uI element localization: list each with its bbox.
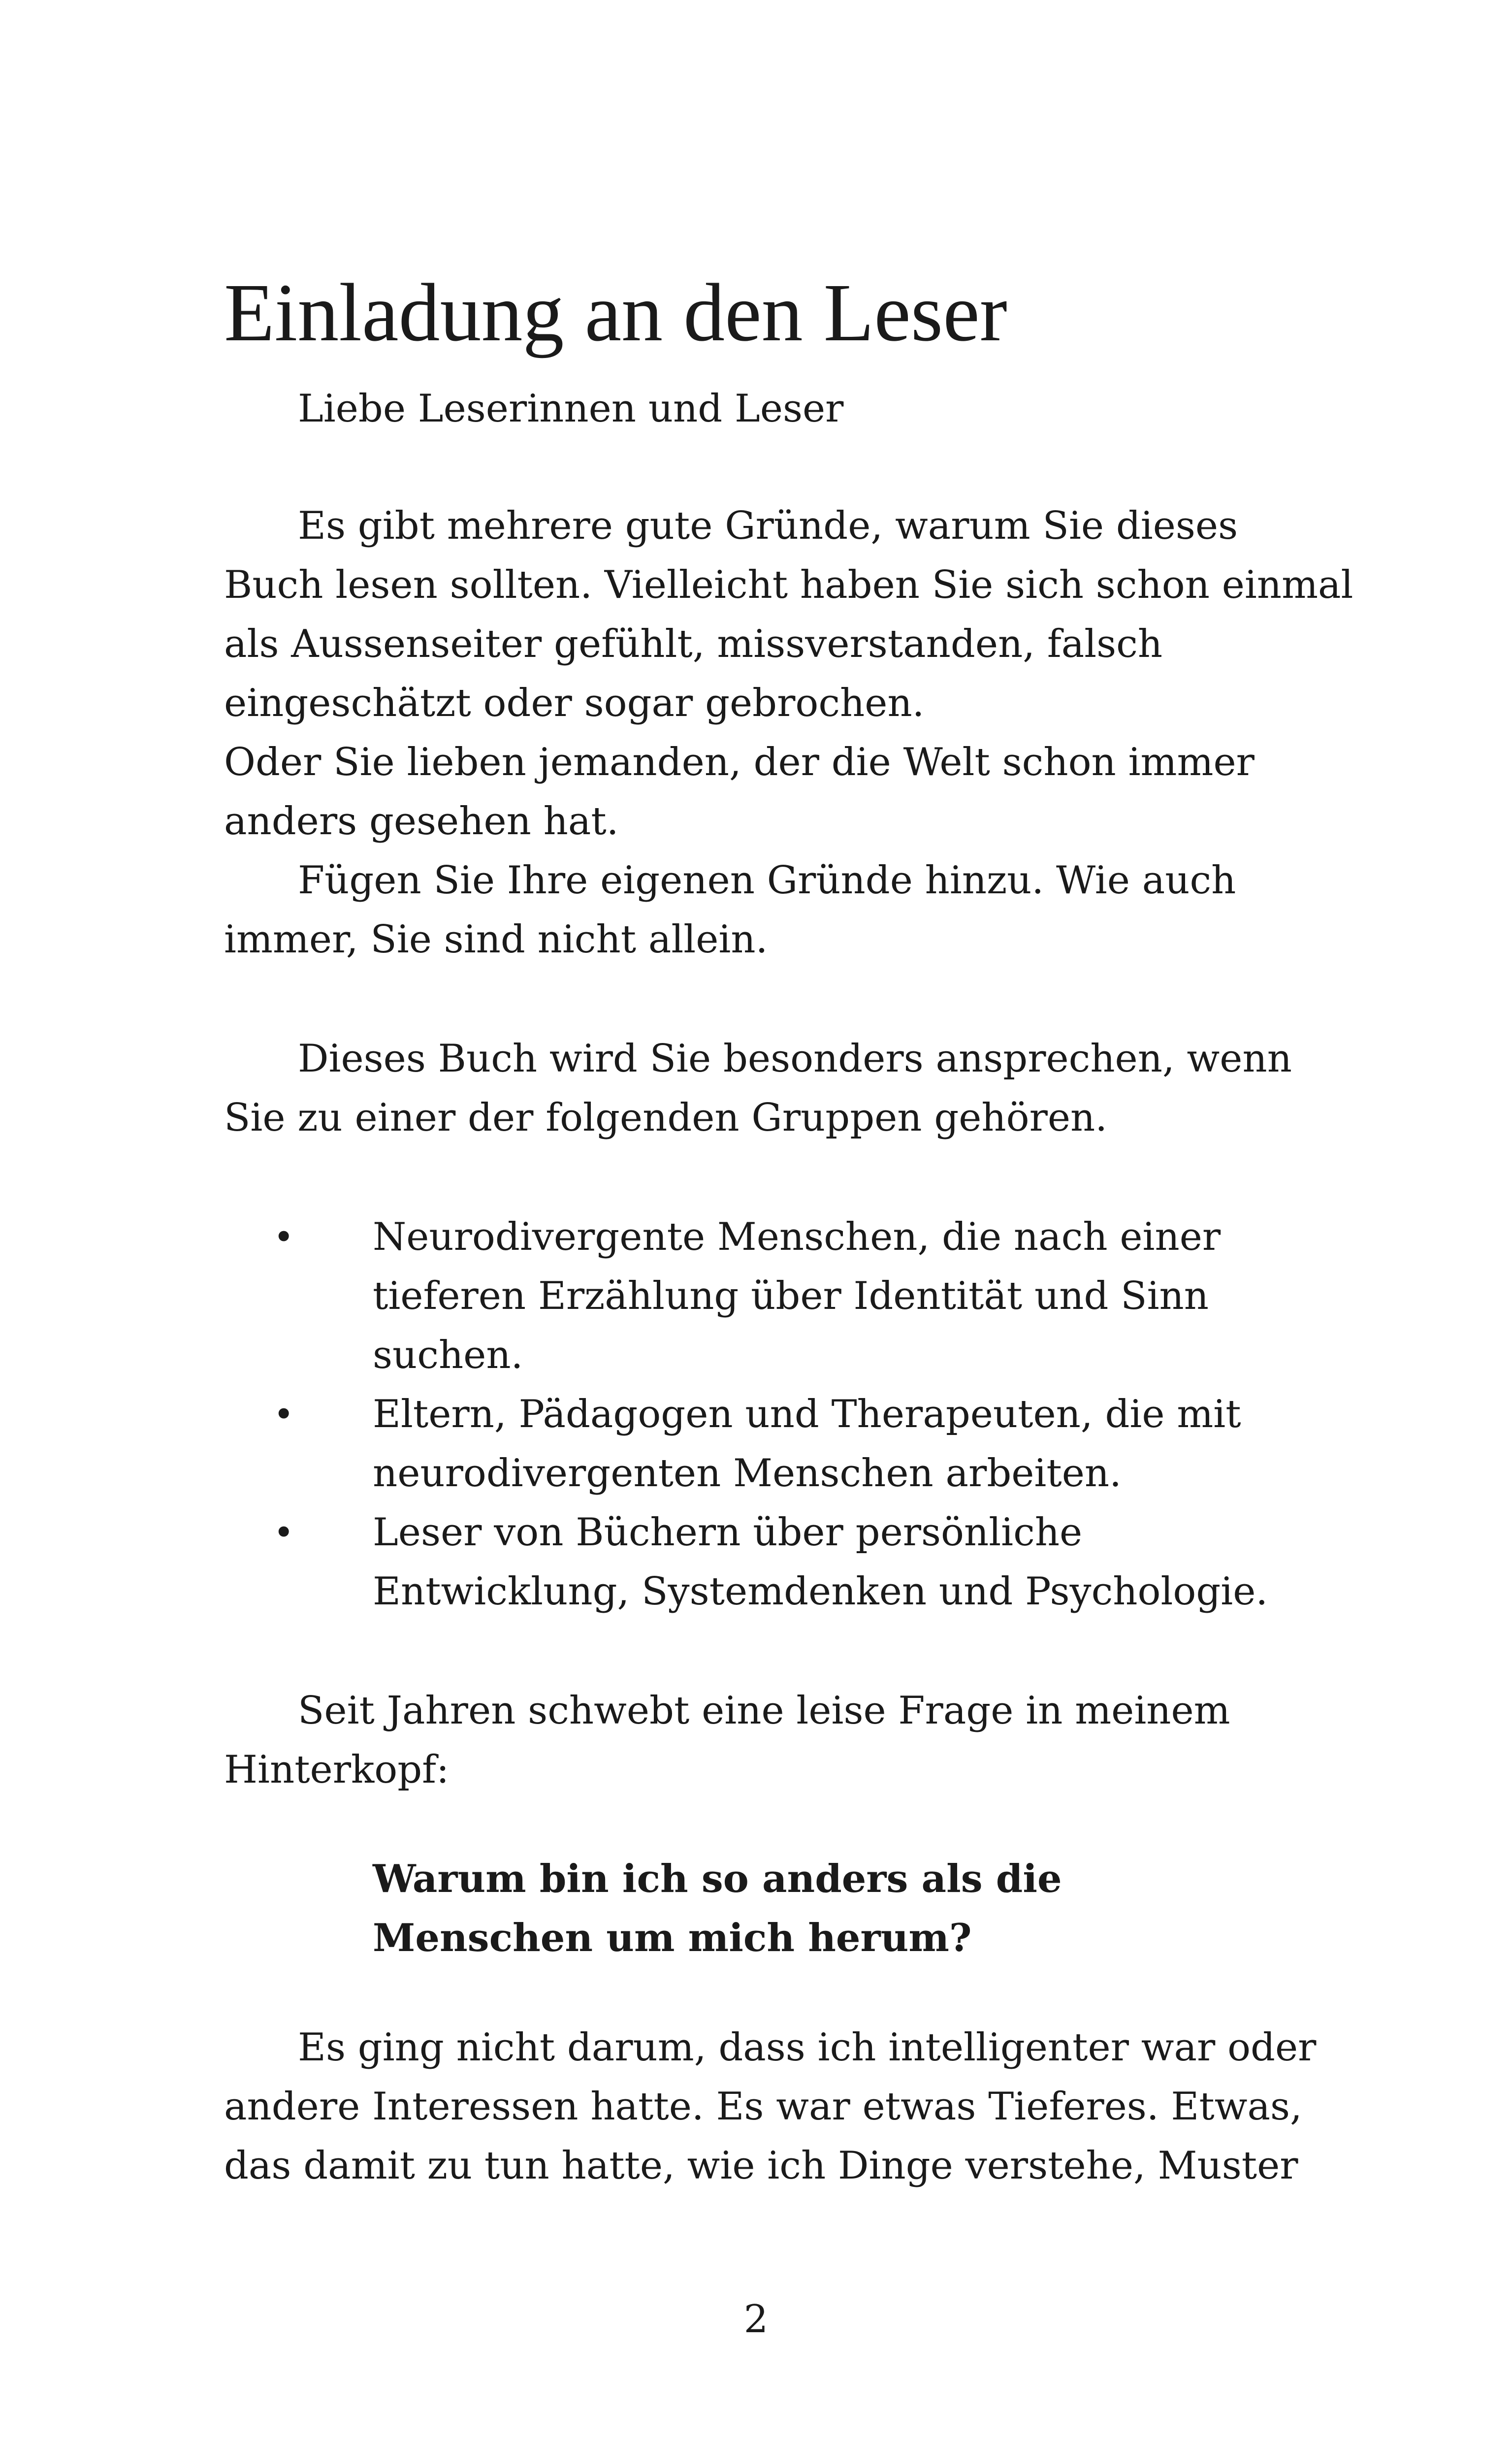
- list-item-line-1: Eltern, Pädagogen und Therapeuten, die mit: [373, 1392, 1241, 1436]
- question-line-1: Warum bin ich so anders als die: [373, 1857, 1062, 1901]
- bullet-dot-icon: •: [273, 1512, 294, 1553]
- bullet-dot-icon: •: [273, 1394, 294, 1435]
- list-item-line-1: Neurodivergente Menschen, die nach einer: [373, 1215, 1221, 1259]
- list-item-line-2: neurodivergenten Menschen arbeiten.: [373, 1451, 1122, 1496]
- paragraph-1-line-5: Oder Sie lieben jemanden, der die Welt schon immer: [224, 740, 1255, 784]
- paragraph-1-line-1: Es gibt mehrere gute Gründe, warum Sie dieses: [298, 504, 1238, 548]
- salutation: Liebe Leserinnen und Leser: [298, 387, 844, 431]
- page-number: 2: [743, 2297, 769, 2342]
- bullet-dot-icon: •: [273, 1216, 294, 1258]
- paragraph-4-line-1: Seit Jahren schwebt eine leise Frage in meinem: [298, 1689, 1230, 1733]
- paragraph-5-line-3: das damit zu tun hatte, wie ich Dinge verstehe, Muster: [224, 2144, 1298, 2188]
- paragraph-3-line-1: Dieses Buch wird Sie besonders ansprechen, wenn: [298, 1037, 1292, 1081]
- paragraph-1-line-2: Buch lesen sollten. Vielleicht haben Sie sich schon einmal: [224, 563, 1353, 607]
- paragraph-3-line-2: Sie zu einer der folgenden Gruppen gehören.: [224, 1096, 1108, 1140]
- paragraph-5-line-1: Es ging nicht darum, dass ich intelligenter war oder: [298, 2025, 1317, 2070]
- paragraph-2-line-2: immer, Sie sind nicht allein.: [224, 917, 768, 962]
- paragraph-1-line-3: als Aussenseiter gefühlt, missverstanden, falsch: [224, 622, 1163, 666]
- paragraph-4-line-2: Hinterkopf:: [224, 1748, 450, 1792]
- paragraph-2-line-1: Fügen Sie Ihre eigenen Gründe hinzu. Wie auch: [298, 858, 1236, 903]
- paragraph-1-line-4: eingeschätzt oder sogar gebrochen.: [224, 681, 925, 725]
- list-item-line-3: suchen.: [373, 1333, 523, 1377]
- paragraph-5-line-2: andere Interessen hatte. Es war etwas Tieferes. Etwas,: [224, 2085, 1302, 2129]
- chapter-title: Einladung an den Leser: [224, 267, 1007, 358]
- paragraph-1-line-6: anders gesehen hat.: [224, 799, 619, 844]
- list-item-line-1: Leser von Büchern über persönliche: [373, 1510, 1083, 1555]
- question-line-2: Menschen um mich herum?: [373, 1916, 972, 1960]
- list-item-line-2: Entwicklung, Systemdenken und Psychologie.: [373, 1569, 1268, 1614]
- list-item-line-2: tieferen Erzählung über Identität und Sinn: [373, 1274, 1209, 1318]
